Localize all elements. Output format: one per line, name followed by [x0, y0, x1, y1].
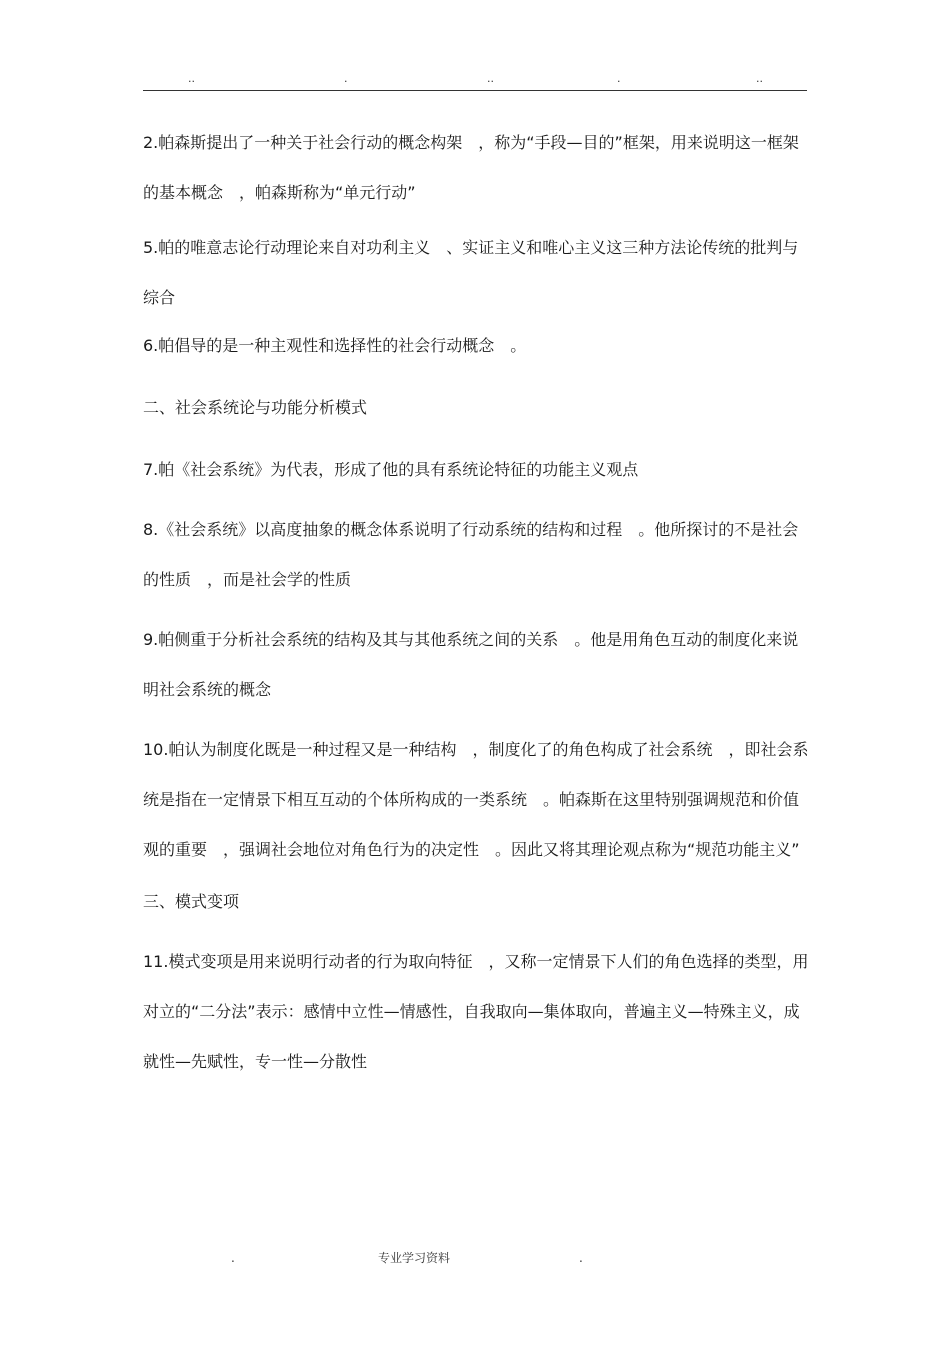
paragraph-9: 9.帕侧重于分析社会系统的结构及其与其他系统之间的关系 。他是用角色互动的制度化来说明社会系统的概念: [143, 630, 799, 699]
footer-label: 专业学习资料: [378, 1251, 451, 1265]
header-mark-4: .: [617, 72, 621, 85]
paragraph-5: 5.帕的唯意志论行动理论来自对功利主义 、实证主义和唯心主义这三种方法论传统的批判与综合: [143, 238, 799, 307]
paragraph-6: 6.帕倡导的是一种主观性和选择性的社会行动概念 。: [143, 336, 527, 355]
paragraph-7: 7.帕《社会系统》为代表，形成了他的具有系统论特征的功能主义观点: [143, 460, 639, 479]
header-mark-3: ..: [487, 72, 494, 85]
document-body: [143, 118, 813, 1087]
header-mark-5: ..: [756, 72, 763, 85]
section-heading-3: 三、模式变项: [143, 892, 240, 911]
header-mark-1: ..: [188, 72, 195, 85]
page-header: [143, 72, 807, 91]
footer-right-mark: .: [579, 1251, 583, 1265]
paragraph-2: 2.帕森斯提出了一种关于社会行动的概念构架 ，称为“手段—目的”框架，用来说明这一框架的基本概念 ，帕森斯称为“单元行动”: [143, 133, 799, 202]
paragraph-10: 10.帕认为制度化既是一种过程又是一种结构 ，制度化了的角色构成了社会系统 ，即社会系统是指在一定情景下相互互动的个体所构成的一类系统 。帕森斯在这里特别强调规范和价值观的重要 ，强调社会地位对角色行为的决定性 。因此又将其理论观点称为“规范功能主义”: [143, 740, 809, 859]
footer-left-mark: .: [231, 1251, 235, 1265]
paragraph-11: 11.模式变项是用来说明行动者的行为取向特征 ，又称一定情景下人们的角色选择的类型，用对立的“二分法”表示：感情中立性—情感性，自我取向—集体取向，普遍主义—特殊主义，成就性—先赋性，专一性—分散性: [143, 952, 809, 1071]
paragraph-8: 8.《社会系统》以高度抽象的概念体系说明了行动系统的结构和过程 。他所探讨的不是社会的性质 ，而是社会学的性质: [143, 520, 799, 589]
header-mark-2: .: [344, 72, 348, 85]
section-heading-2: 二、社会系统论与功能分析模式: [143, 398, 368, 417]
